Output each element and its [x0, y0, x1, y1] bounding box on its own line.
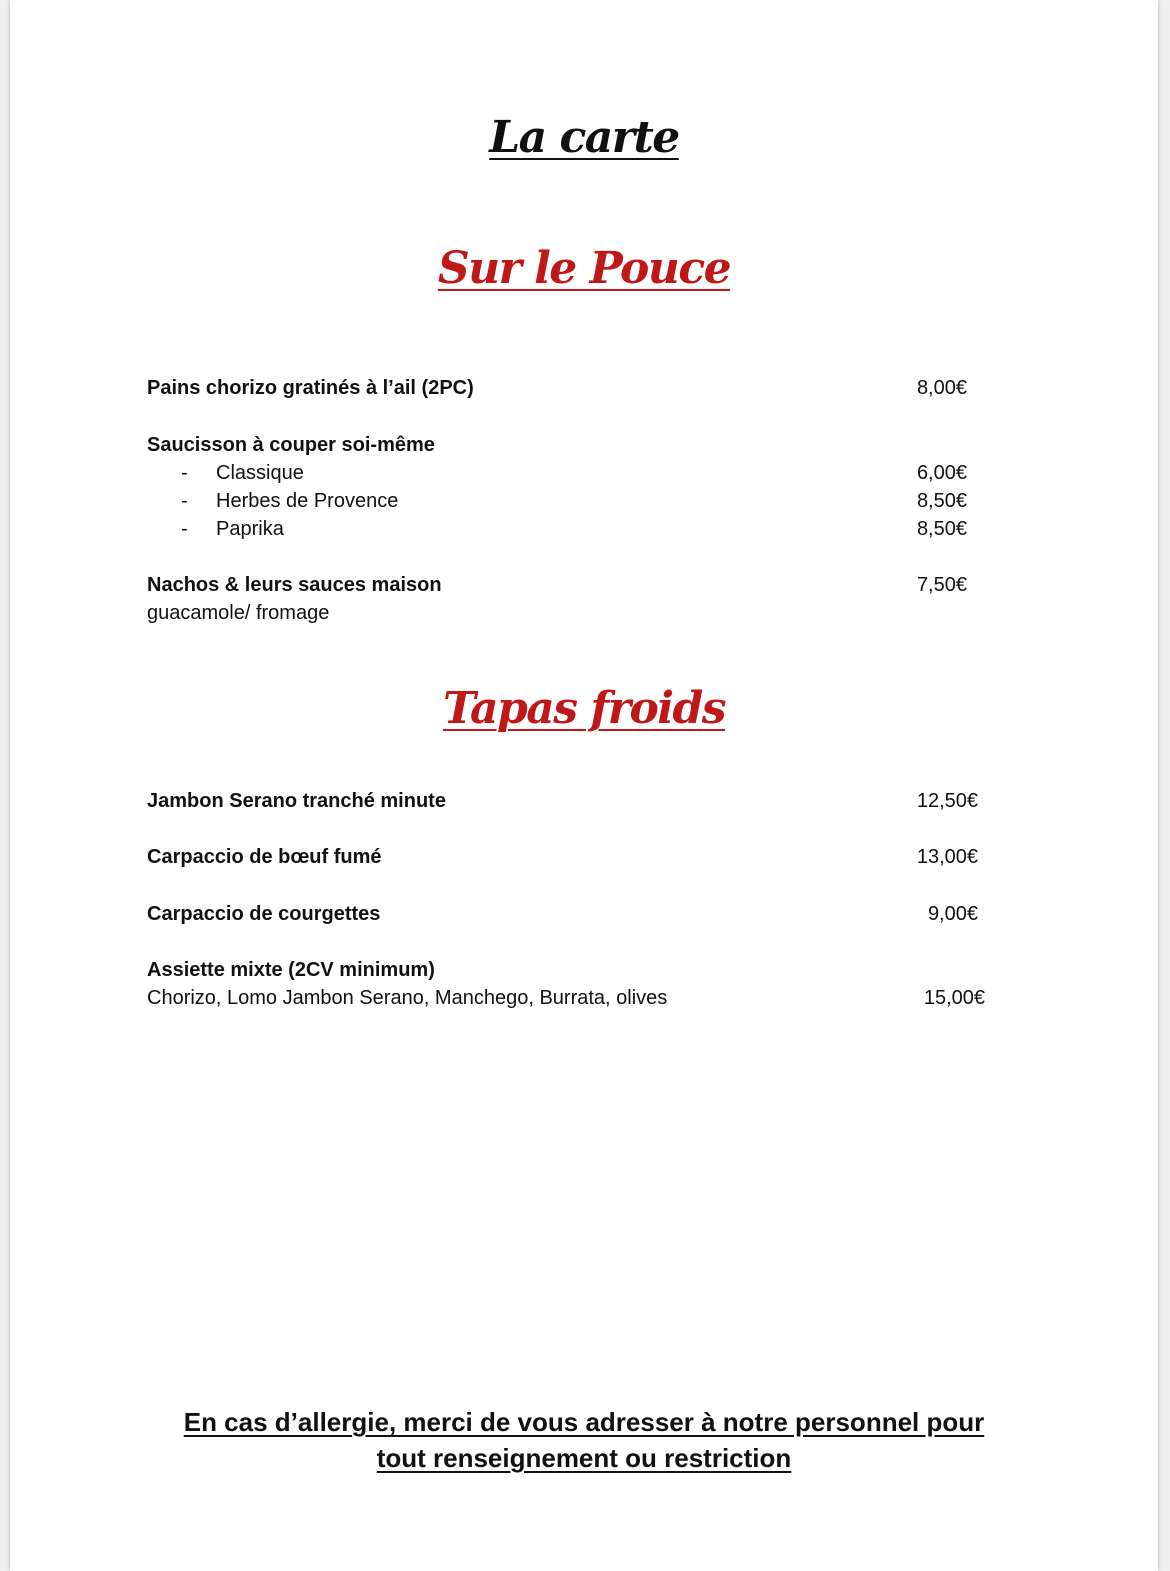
menu-item-price: 9,00€ — [927, 903, 978, 925]
allergy-notice-line: En cas d’allergie, merci de vous adresser à notre personnel pour — [183, 1407, 985, 1437]
menu-option-label: Classique — [216, 462, 304, 484]
list-bullet: - — [181, 490, 188, 512]
list-bullet: - — [181, 518, 188, 540]
menu-title: La carte — [489, 112, 679, 163]
menu-option-label: Herbes de Provence — [216, 490, 399, 512]
menu-option-price: 8,50€ — [916, 490, 967, 512]
menu-item-price: 12,50€ — [916, 790, 978, 812]
menu-option-price: 8,50€ — [916, 518, 967, 540]
menu-item-description: Chorizo, Lomo Jambon Serano, Manchego, Burrata, olives — [147, 987, 668, 1009]
menu-item-price: 7,50€ — [916, 574, 967, 596]
menu-page — [10, 0, 1158, 1571]
section-heading-tapas-froids: Tapas froids — [442, 683, 726, 734]
section-heading-sur-le-pouce: Sur le Pouce — [437, 243, 731, 294]
menu-item-price: 13,00€ — [916, 846, 978, 868]
menu-item-name: Pains chorizo gratinés à l’ail (2PC) — [147, 377, 474, 399]
allergy-notice — [10, 1404, 1158, 1476]
menu-item-name: Saucisson à couper soi-même — [147, 434, 435, 456]
menu-item-name: Assiette mixte (2CV minimum) — [147, 959, 435, 981]
list-bullet: - — [181, 462, 188, 484]
menu-item-description: guacamole/ fromage — [147, 602, 330, 624]
menu-option-label: Paprika — [216, 518, 284, 540]
menu-option-price: 6,00€ — [916, 462, 967, 484]
menu-item-name: Jambon Serano tranché minute — [147, 790, 446, 812]
menu-item-name: Carpaccio de courgettes — [147, 903, 381, 925]
menu-item-price: 8,00€ — [916, 377, 967, 399]
menu-item-name: Nachos & leurs sauces maison — [147, 574, 442, 596]
allergy-notice-line: tout renseignement ou restriction — [376, 1443, 792, 1473]
menu-item-name: Carpaccio de bœuf fumé — [147, 846, 382, 868]
menu-item-price: 15,00€ — [923, 987, 985, 1009]
